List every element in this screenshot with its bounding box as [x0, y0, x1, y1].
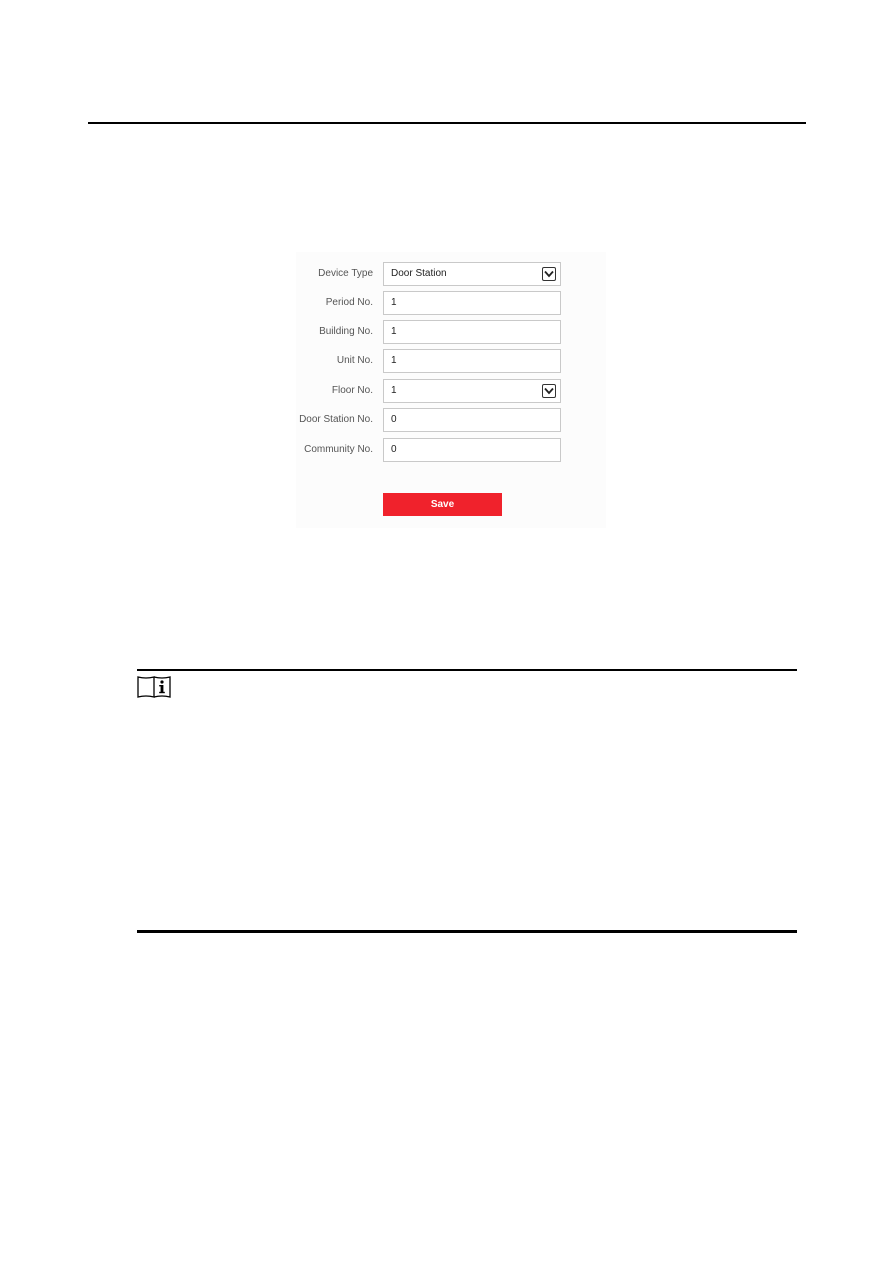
community-no-row [296, 438, 606, 462]
period-no-row [296, 291, 606, 315]
door-station-no-input[interactable] [383, 408, 561, 432]
chevron-down-icon[interactable] [542, 267, 556, 281]
community-no-input[interactable] [383, 438, 561, 462]
floor-no-select[interactable] [383, 379, 561, 403]
unit-no-row [296, 349, 606, 373]
header-divider [88, 122, 806, 124]
community-no-value: 0 [391, 444, 397, 455]
floor-no-row [296, 379, 606, 403]
unit-no-input[interactable] [383, 349, 561, 373]
device-settings-form [296, 252, 606, 528]
building-no-input[interactable] [383, 320, 561, 344]
device-type-row [296, 262, 606, 286]
note-top-divider [137, 669, 797, 671]
note-bottom-divider [137, 930, 797, 933]
door-station-no-label: Door Station No. [299, 414, 373, 425]
period-no-input[interactable] [383, 291, 561, 315]
chevron-down-icon[interactable] [542, 384, 556, 398]
building-no-row [296, 320, 606, 344]
floor-no-value: 1 [391, 385, 397, 396]
device-type-value: Door Station [391, 268, 447, 279]
device-type-label: Device Type [318, 268, 373, 279]
door-station-no-row [296, 408, 606, 432]
community-no-label: Community No. [304, 444, 373, 455]
save-button[interactable]: Save [383, 493, 502, 516]
period-no-label: Period No. [325, 297, 373, 308]
door-station-no-value: 0 [391, 414, 397, 425]
period-no-value: 1 [391, 297, 397, 308]
floor-no-label: Floor No. [331, 385, 373, 396]
device-type-select[interactable] [383, 262, 561, 286]
building-no-value: 1 [391, 326, 397, 337]
unit-no-label: Unit No. [336, 355, 373, 366]
note-book-info-icon [137, 676, 173, 698]
building-no-label: Building No. [319, 326, 373, 337]
unit-no-value: 1 [391, 355, 397, 366]
